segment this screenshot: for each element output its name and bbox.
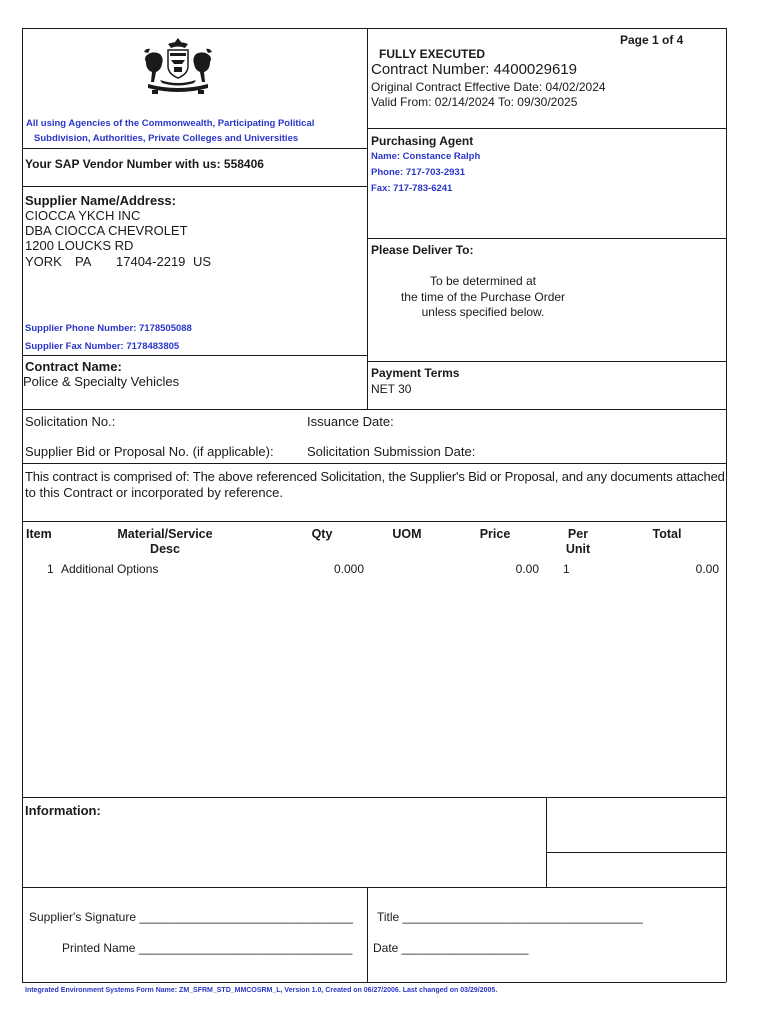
supplier-street: 1200 LOUCKS RD xyxy=(25,238,134,253)
date-field: Date ___________________ xyxy=(373,941,529,955)
agent-heading: Purchasing Agent xyxy=(371,134,474,148)
payment-terms-value: NET 30 xyxy=(371,382,412,396)
supplier-signature-field: Supplier's Signature ________________________________ xyxy=(29,910,353,924)
divider-right-1 xyxy=(367,128,726,129)
divider-solicitation xyxy=(22,409,726,410)
col-qty: Qty xyxy=(311,527,333,541)
printed-name-field: Printed Name ________________________________ xyxy=(62,941,353,955)
col-total: Total xyxy=(652,527,682,541)
frame-bottom xyxy=(22,982,726,983)
signature-divider xyxy=(367,887,368,982)
deliver-heading: Please Deliver To: xyxy=(371,243,474,257)
row-total: 0.00 xyxy=(695,562,719,576)
divider-left-3 xyxy=(22,355,367,356)
deliver-line-1: To be determined at xyxy=(429,274,537,288)
frame-left xyxy=(22,28,23,982)
valid-range: Valid From: 02/14/2024 To: 09/30/2025 xyxy=(371,95,578,109)
col-uom: UOM xyxy=(392,527,422,541)
sap-vendor-number: Your SAP Vendor Number with us: 558406 xyxy=(25,157,264,171)
form-footer: Integrated Environment Systems Form Name: ZM_SFRM_STD_MMCOSRM_L, Version 1.0, Created on 06/27/2006. Last changed on 03/29/2005. xyxy=(25,987,498,994)
information-label: Information: xyxy=(25,803,101,818)
frame-right xyxy=(726,28,727,982)
col-per-2: Unit xyxy=(565,542,591,556)
composition-line-1: This contract is comprised of: The above referenced Solicitation, the Supplier's Bid or Proposal, and any documents attached xyxy=(25,469,725,484)
row-per: 1 xyxy=(563,562,570,576)
agencies-line-2: Subdivision, Authorities, Private Colleges and Universities xyxy=(34,133,299,144)
issuance-date-label: Issuance Date: xyxy=(307,414,394,429)
page-indicator: Page 1 of 4 xyxy=(620,33,684,47)
divider-middle xyxy=(367,28,368,409)
divider-items-top xyxy=(22,521,726,522)
info-box-divider xyxy=(546,797,547,887)
row-item: 1 xyxy=(47,562,54,576)
supplier-city: YORK xyxy=(25,254,62,269)
col-desc-1: Material/Service xyxy=(117,527,213,541)
supplier-name-2: DBA CIOCCA CHEVROLET xyxy=(25,223,188,238)
divider-signature xyxy=(22,887,726,888)
payment-terms-heading: Payment Terms xyxy=(371,366,460,380)
col-per-1: Per xyxy=(567,527,589,541)
deliver-line-2: the time of the Purchase Order xyxy=(400,290,566,304)
row-price: 0.00 xyxy=(515,562,539,576)
col-desc-2: Desc xyxy=(150,542,180,556)
supplier-country: US xyxy=(193,254,212,269)
status-label: FULLY EXECUTED xyxy=(379,47,486,61)
info-box-hline xyxy=(546,852,726,853)
supplier-heading: Supplier Name/Address: xyxy=(25,193,176,208)
divider-information xyxy=(22,797,726,798)
divider-composition xyxy=(22,463,726,464)
agent-phone: Phone: 717-703-2931 xyxy=(371,167,465,178)
original-effective-date: Original Contract Effective Date: 04/02/2024 xyxy=(371,80,606,94)
contract-number: Contract Number: 4400029619 xyxy=(371,61,577,78)
frame-top xyxy=(22,28,726,29)
divider-left-2 xyxy=(22,186,367,187)
row-desc: Additional Options xyxy=(61,562,159,576)
supplier-name-1: CIOCCA YKCH INC xyxy=(25,208,141,223)
contract-name-label: Contract Name: xyxy=(25,359,122,374)
divider-right-2 xyxy=(367,238,726,239)
deliver-line-3: unless specified below. xyxy=(421,305,545,319)
supplier-state: PA xyxy=(75,254,92,269)
agent-fax: Fax: 717-783-6241 xyxy=(371,183,453,194)
composition-line-2: to this Contract or incorporated by reference. xyxy=(25,485,283,500)
bid-proposal-label: Supplier Bid or Proposal No. (if applicable): xyxy=(25,444,274,459)
state-seal xyxy=(138,36,218,100)
contract-name-value: Police & Specialty Vehicles xyxy=(23,374,180,389)
submission-date-label: Solicitation Submission Date: xyxy=(307,444,476,459)
title-field: Title ____________________________________ xyxy=(377,910,643,924)
col-item: Item xyxy=(26,527,52,541)
divider-right-3 xyxy=(367,361,726,362)
solicitation-no-label: Solicitation No.: xyxy=(25,414,116,429)
supplier-phone: Supplier Phone Number: 7178505088 xyxy=(25,323,192,334)
agent-name: Name: Constance Ralph xyxy=(371,151,481,162)
divider-left-1 xyxy=(22,148,367,149)
agencies-line-1: All using Agencies of the Commonwealth, Participating Political xyxy=(26,118,315,129)
seal-icon xyxy=(138,36,218,100)
supplier-zip: 17404-2219 xyxy=(116,254,186,269)
row-qty: 0.000 xyxy=(333,562,364,576)
col-price: Price xyxy=(479,527,511,541)
supplier-fax: Supplier Fax Number: 7178483805 xyxy=(25,341,180,352)
